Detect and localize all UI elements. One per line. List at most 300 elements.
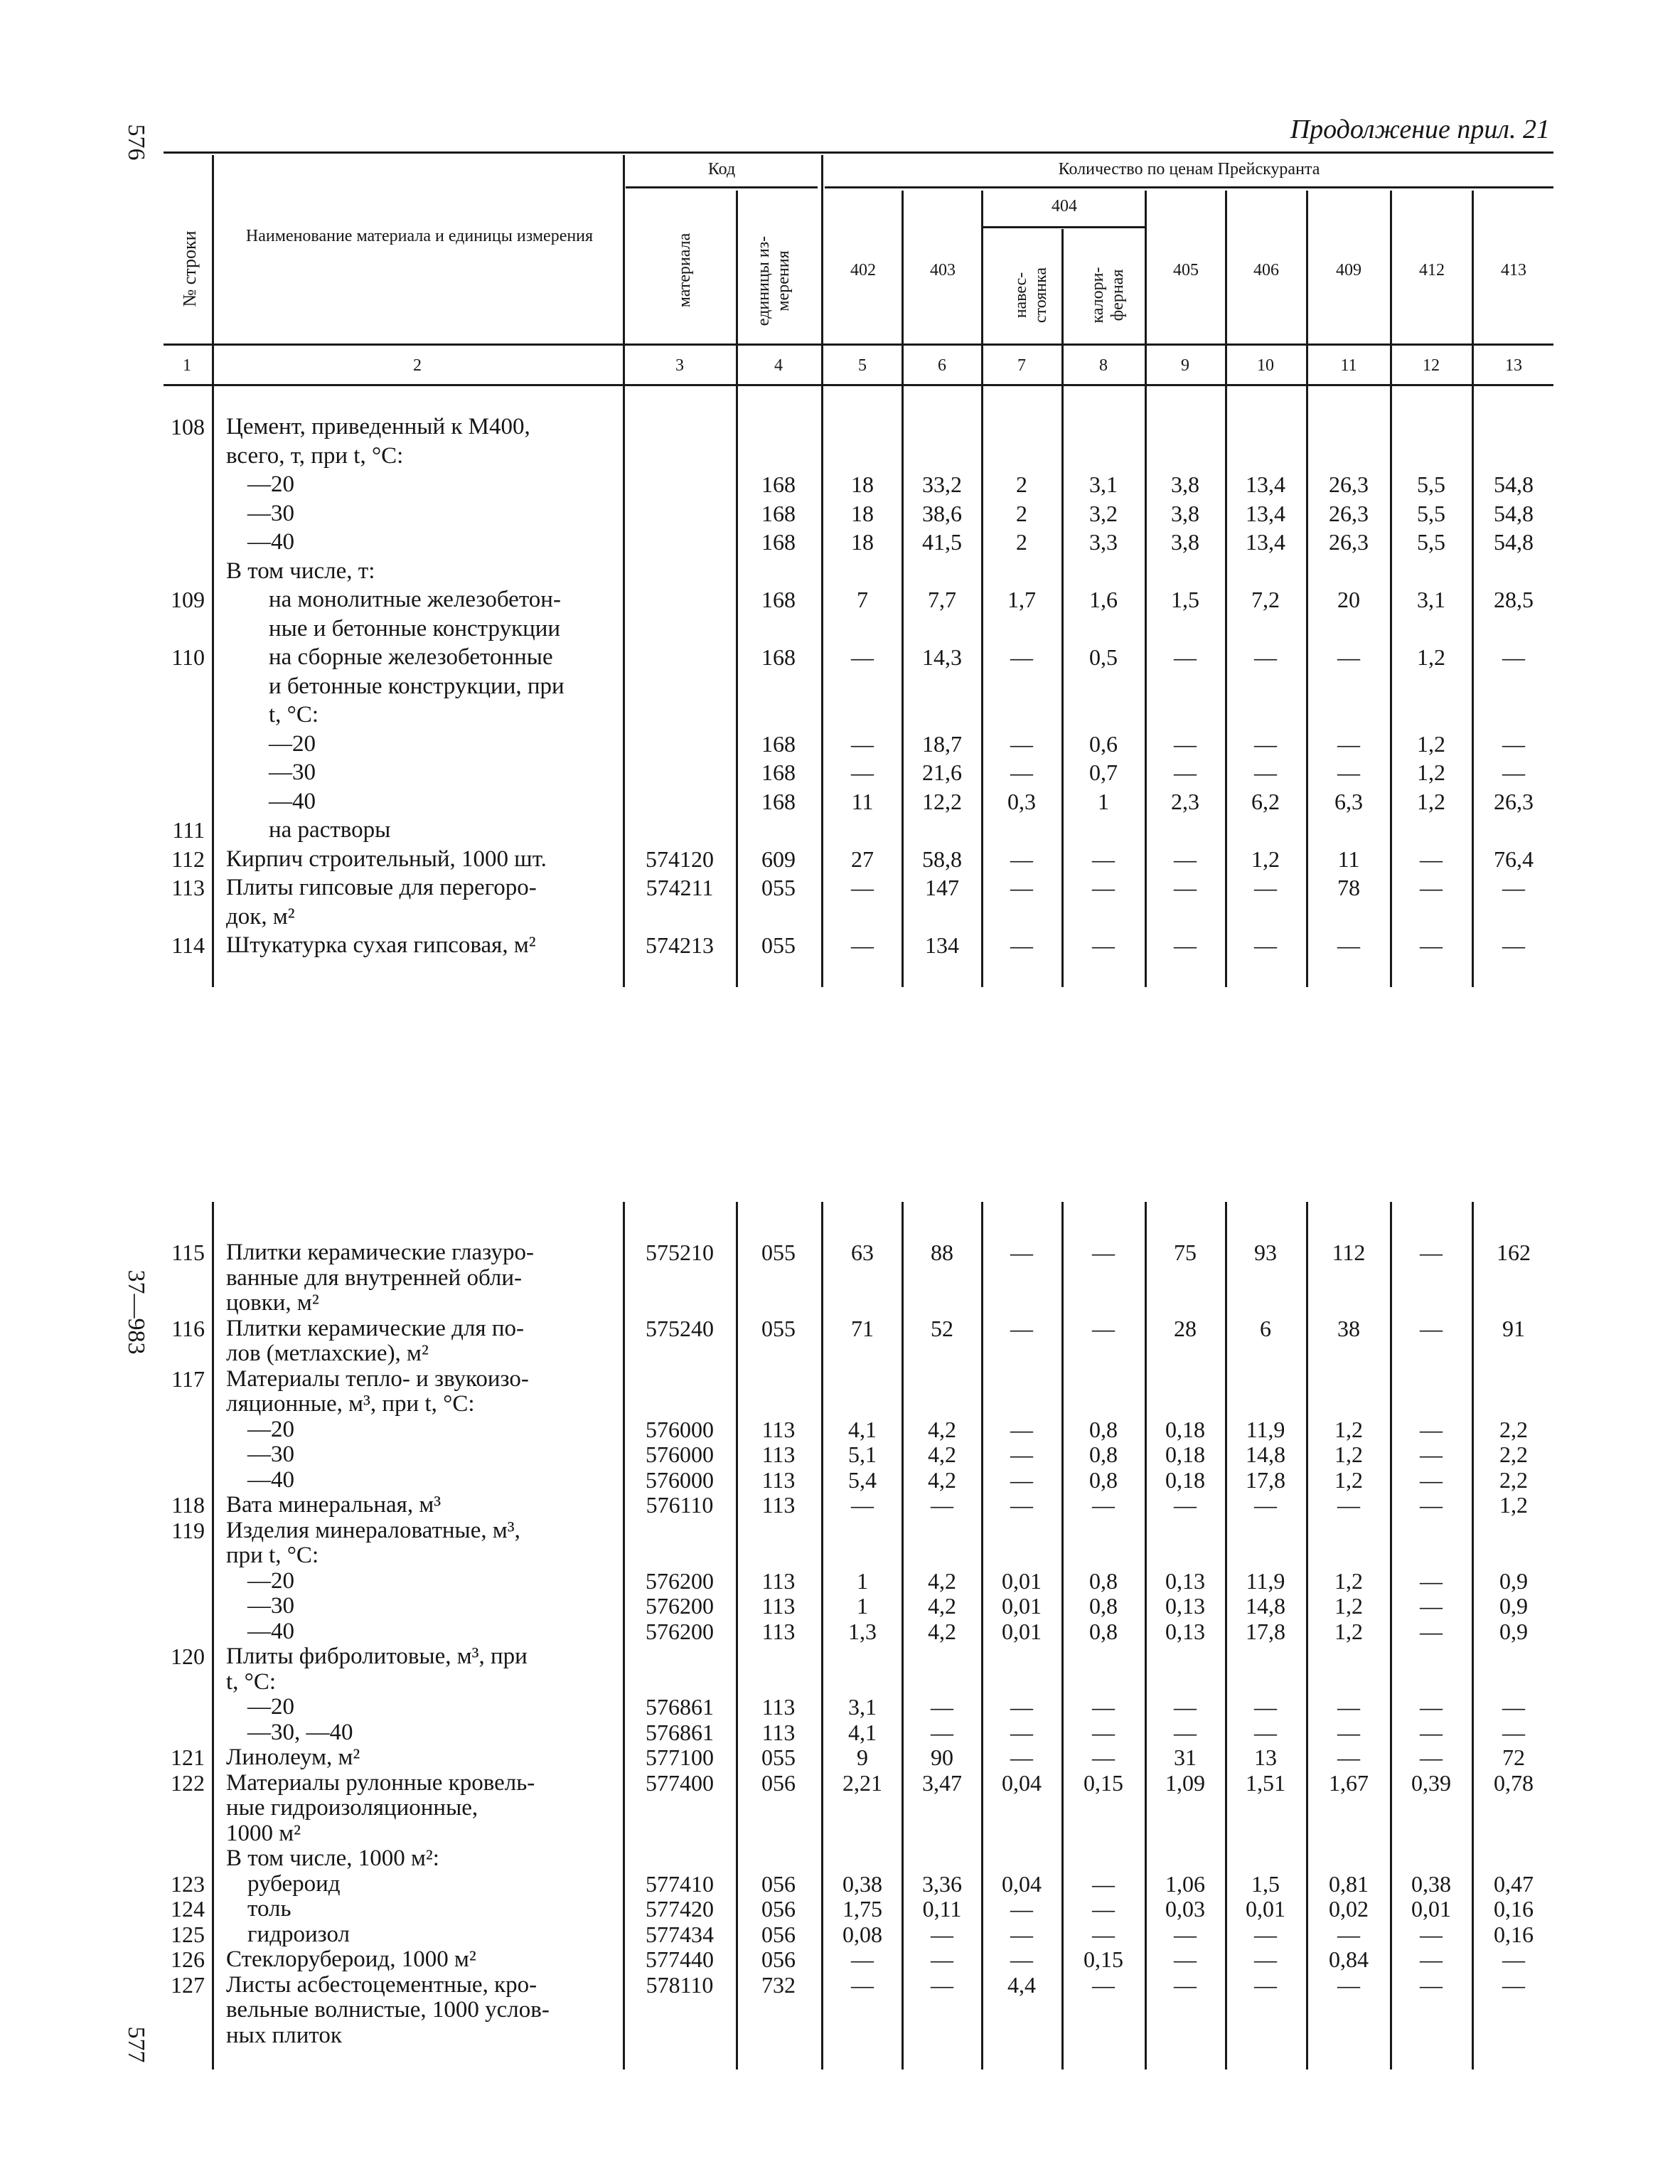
quantity-value: 4,2 <box>928 1466 956 1493</box>
material-code: 574211 <box>646 875 714 900</box>
quantity-value: 38,6 <box>922 500 962 526</box>
quantity-value: — <box>1010 875 1033 900</box>
quantity-value: 11 <box>1337 846 1360 872</box>
quantity-value: — <box>1010 644 1033 670</box>
quantity-value: — <box>1502 932 1525 958</box>
material-code: 576200 <box>646 1567 714 1594</box>
quantity-value: 13,4 <box>1246 529 1285 555</box>
header-quantity: Количество по ценам Прейскуранта <box>1058 160 1320 179</box>
quantity-value: — <box>1420 1618 1443 1644</box>
quantity-value: — <box>1420 1744 1443 1770</box>
quantity-value: 11,9 <box>1246 1416 1285 1442</box>
quantity-value: 0,38 <box>1411 1870 1451 1897</box>
quantity-value: 11,9 <box>1246 1567 1285 1594</box>
row-number: 109 <box>171 587 205 612</box>
column-number: 1 <box>183 356 191 375</box>
row-number: 113 <box>171 875 205 900</box>
quantity-value: — <box>1337 1719 1360 1745</box>
quantity-value: 1,2 <box>1334 1416 1363 1442</box>
unit-code: 113 <box>761 1593 796 1619</box>
quantity-value: — <box>1337 644 1360 670</box>
quantity-value: 7,2 <box>1251 587 1280 612</box>
quantity-value: — <box>1092 1870 1115 1897</box>
unit-code: 168 <box>761 587 796 612</box>
quantity-value: — <box>931 1921 953 1947</box>
quantity-value: 91 <box>1502 1315 1525 1341</box>
row-number: 108 <box>171 414 205 440</box>
header-pl-405: 405 <box>1173 261 1199 279</box>
material-name: ляционные, м³, при t, °С: <box>226 1391 475 1417</box>
quantity-value: 0,9 <box>1499 1618 1528 1644</box>
quantity-value: 5,4 <box>848 1466 877 1493</box>
quantity-value: 134 <box>925 932 959 958</box>
material-name: t, °С: <box>269 702 319 728</box>
quantity-value: 11 <box>851 788 874 814</box>
material-name: Плиты гипсовые для перегоро- <box>226 875 537 900</box>
column-number: 12 <box>1423 356 1440 375</box>
quantity-value: 27 <box>851 846 874 872</box>
quantity-value: 3,1 <box>848 1694 877 1720</box>
material-name: —20 <box>269 730 316 757</box>
quantity-value: — <box>1174 1946 1197 1972</box>
material-code: 575210 <box>646 1240 714 1265</box>
row-number: 111 <box>172 817 205 843</box>
quantity-value: — <box>1502 1946 1525 1972</box>
quantity-value: — <box>931 1492 953 1518</box>
quantity-value: 0,38 <box>842 1870 882 1897</box>
quantity-value: 13,4 <box>1246 500 1285 526</box>
quantity-value: — <box>1337 1694 1360 1720</box>
quantity-value: 72 <box>1502 1744 1525 1770</box>
quantity-value: 0,16 <box>1494 1896 1534 1922</box>
quantity-value: 0,15 <box>1084 1946 1123 1972</box>
quantity-value: 1 <box>1098 788 1109 814</box>
material-name: Вата минеральная, м³ <box>226 1492 442 1518</box>
row-number: 123 <box>171 1870 205 1897</box>
quantity-value: — <box>1092 1315 1115 1341</box>
quantity-value: — <box>1092 1921 1115 1947</box>
quantity-value: — <box>931 1719 953 1745</box>
quantity-value: 63 <box>851 1240 874 1265</box>
row-number: 115 <box>171 1240 205 1265</box>
material-name: —30 <box>247 500 294 526</box>
quantity-value: — <box>1502 875 1525 900</box>
quantity-value: — <box>1254 1921 1277 1947</box>
quantity-value: — <box>851 760 874 785</box>
quantity-value: 6 <box>1260 1315 1271 1341</box>
quantity-value: 0,84 <box>1329 1946 1369 1972</box>
quantity-value: — <box>1420 1466 1443 1493</box>
quantity-value: 26,3 <box>1329 472 1369 497</box>
quantity-value: — <box>1254 1694 1277 1720</box>
material-name: 1000 м² <box>226 1820 301 1846</box>
quantity-value: 3,2 <box>1089 500 1118 526</box>
material-name: всего, т, при t, °С: <box>226 442 404 469</box>
quantity-value: 0,15 <box>1084 1769 1123 1796</box>
quantity-value: 6,2 <box>1251 788 1280 814</box>
quantity-value: 1,67 <box>1329 1769 1369 1796</box>
quantity-value: 14,3 <box>922 644 962 670</box>
material-code: 577420 <box>646 1896 714 1922</box>
header-pl-403: 403 <box>930 261 956 279</box>
quantity-value: — <box>1010 1694 1033 1720</box>
row-number: 125 <box>171 1921 205 1947</box>
quantity-value: 21,6 <box>922 760 962 785</box>
quantity-value: — <box>931 1694 953 1720</box>
material-name: —30 <box>269 760 316 785</box>
header-code: Код <box>707 160 736 179</box>
quantity-value: 1,2 <box>1334 1593 1363 1619</box>
header-code-material: материала <box>675 233 694 308</box>
quantity-value: 4,2 <box>928 1416 956 1442</box>
quantity-value: — <box>1174 1694 1197 1720</box>
material-code: 576000 <box>646 1466 714 1493</box>
header-404-canopy <box>1011 245 1054 345</box>
quantity-value: — <box>1420 846 1443 872</box>
quantity-value: 26,3 <box>1329 529 1369 555</box>
quantity-value: 38 <box>1337 1315 1360 1341</box>
material-name: док, м² <box>226 903 295 929</box>
left-page-number: 576 <box>123 124 149 161</box>
quantity-value: 1,2 <box>1417 760 1445 785</box>
header-pl-404: 404 <box>1052 197 1077 215</box>
material-code: 577440 <box>646 1946 714 1972</box>
column-number: 9 <box>1181 356 1189 375</box>
quantity-value: 1,6 <box>1089 587 1118 612</box>
quantity-value: — <box>1337 932 1360 958</box>
quantity-value: 0,8 <box>1089 1466 1118 1493</box>
quantity-value: 0,78 <box>1494 1769 1534 1796</box>
quantity-value: 147 <box>925 875 959 900</box>
material-name: ных плиток <box>226 2022 342 2048</box>
quantity-value: 0,3 <box>1007 788 1036 814</box>
quantity-value: 112 <box>1332 1240 1366 1265</box>
material-code: 576200 <box>646 1593 714 1619</box>
quantity-value: — <box>1010 760 1033 785</box>
quantity-value: 2,21 <box>842 1769 882 1796</box>
quantity-value: 0,08 <box>842 1921 882 1947</box>
quantity-value: 18 <box>851 472 874 497</box>
material-code: 575240 <box>646 1315 714 1341</box>
unit-code: 113 <box>761 1466 796 1493</box>
quantity-value: 0,47 <box>1494 1870 1534 1897</box>
quantity-value: — <box>1092 1719 1115 1745</box>
row-number: 120 <box>171 1644 205 1669</box>
quantity-value: — <box>1010 1719 1033 1745</box>
column-number: 5 <box>858 356 867 375</box>
material-name: на монолитные железобетон- <box>269 587 561 612</box>
quantity-value: — <box>1174 846 1197 872</box>
header-name: Наименование материала и единицы измерения <box>245 227 594 245</box>
quantity-value: 0,13 <box>1165 1567 1205 1594</box>
column-number: 13 <box>1505 356 1522 375</box>
quantity-value: 18 <box>851 500 874 526</box>
row-number: 121 <box>171 1744 205 1770</box>
material-name: вельные волнистые, 1000 услов- <box>226 1997 550 2023</box>
quantity-value: — <box>1420 1240 1443 1265</box>
quantity-value: 2 <box>1016 529 1027 555</box>
unit-code: 168 <box>761 788 796 814</box>
row-number: 116 <box>171 1315 205 1341</box>
row-number: 124 <box>171 1896 205 1922</box>
quantity-value: — <box>1254 1492 1277 1518</box>
quantity-value: — <box>1420 1416 1443 1442</box>
quantity-value: 1,2 <box>1251 846 1280 872</box>
quantity-value: 14,8 <box>1246 1593 1285 1619</box>
quantity-value: 1,09 <box>1165 1769 1205 1796</box>
material-name: —40 <box>269 788 316 814</box>
quantity-value: 3,1 <box>1089 472 1118 497</box>
quantity-value: 78 <box>1337 875 1360 900</box>
continuation-title: Продолжение прил. 21 <box>1290 114 1550 144</box>
material-name: Материалы тепло- и звукоизо- <box>226 1365 529 1392</box>
quantity-value: 2 <box>1016 500 1027 526</box>
quantity-value: — <box>1254 760 1277 785</box>
quantity-value: 12,2 <box>922 788 962 814</box>
quantity-value: — <box>1010 1442 1033 1467</box>
quantity-value: 0,8 <box>1089 1567 1118 1594</box>
unit-code: 113 <box>761 1567 796 1594</box>
quantity-value: 0,18 <box>1165 1416 1205 1442</box>
quantity-value: 31 <box>1174 1744 1197 1770</box>
quantity-value: 0,18 <box>1165 1466 1205 1493</box>
quantity-value: 4,2 <box>928 1567 956 1594</box>
quantity-value: 3,8 <box>1171 529 1199 555</box>
material-name: В том числе, 1000 м²: <box>226 1845 439 1871</box>
quantity-value: 0,5 <box>1089 644 1118 670</box>
header-pl-412: 412 <box>1419 261 1445 279</box>
unit-code: 168 <box>761 472 796 497</box>
material-name: Плиты фибролитовые, м³, при <box>226 1644 528 1669</box>
quantity-value: — <box>1254 932 1277 958</box>
quantity-value: 0,7 <box>1089 760 1118 785</box>
quantity-value: — <box>1174 1971 1197 1998</box>
quantity-value: — <box>1092 1896 1115 1922</box>
row-number: 110 <box>171 644 205 670</box>
quantity-value: — <box>1174 932 1197 958</box>
material-name: Материалы рулонные кровель- <box>226 1769 535 1796</box>
material-code: 576200 <box>646 1618 714 1644</box>
unit-code: 113 <box>761 1719 796 1745</box>
quantity-value: — <box>1010 1315 1033 1341</box>
quantity-value: 0,81 <box>1329 1870 1369 1897</box>
unit-code: 055 <box>761 1744 796 1770</box>
quantity-value: — <box>1337 1744 1360 1770</box>
quantity-value: — <box>1254 730 1277 757</box>
quantity-value: 71 <box>851 1315 874 1341</box>
quantity-value: 33,2 <box>922 472 962 497</box>
quantity-value: 58,8 <box>922 846 962 872</box>
quantity-value: 3,3 <box>1089 529 1118 555</box>
quantity-value: 0,9 <box>1499 1593 1528 1619</box>
unit-code: 168 <box>761 529 796 555</box>
quantity-value: 54,8 <box>1494 500 1534 526</box>
quantity-value: — <box>1420 1946 1443 1972</box>
quantity-value: 26,3 <box>1329 500 1369 526</box>
quantity-value: — <box>1010 1240 1033 1265</box>
quantity-value: — <box>1174 1921 1197 1947</box>
quantity-value: 0,13 <box>1165 1618 1205 1644</box>
unit-code: 113 <box>761 1416 796 1442</box>
header-404-calorifer-text: калори-ферная <box>1088 267 1127 324</box>
quantity-value: — <box>1174 875 1197 900</box>
unit-code: 055 <box>761 932 796 958</box>
quantity-value: 28 <box>1174 1315 1197 1341</box>
quantity-value: — <box>1010 1466 1033 1493</box>
quantity-value: 4,1 <box>848 1416 877 1442</box>
column-number: 7 <box>1017 356 1026 375</box>
material-name: В том числе, т: <box>226 558 375 584</box>
quantity-value: 3,8 <box>1171 500 1199 526</box>
header-pl-413: 413 <box>1501 261 1526 279</box>
quantity-value: — <box>1010 730 1033 757</box>
quantity-value: 20 <box>1337 587 1360 612</box>
material-code: 576110 <box>646 1492 714 1518</box>
quantity-value: 13,4 <box>1246 472 1285 497</box>
quantity-value: 0,13 <box>1165 1593 1205 1619</box>
quantity-value: 1,2 <box>1334 1442 1363 1467</box>
quantity-value: 0,6 <box>1089 730 1118 757</box>
quantity-value: 0,04 <box>1002 1769 1042 1796</box>
quantity-value: 1,5 <box>1251 1870 1280 1897</box>
quantity-value: 18,7 <box>922 730 962 757</box>
material-code: 577100 <box>646 1744 714 1770</box>
quantity-value: 6,3 <box>1334 788 1363 814</box>
row-number: 126 <box>171 1946 205 1972</box>
material-code: 577410 <box>646 1870 714 1897</box>
unit-code: 113 <box>761 1618 796 1644</box>
quantity-value: 4,2 <box>928 1442 956 1467</box>
quantity-value: — <box>1010 1492 1033 1518</box>
header-code-unit-text: единицы из-мерения <box>754 235 793 326</box>
quantity-value: — <box>1337 760 1360 785</box>
column-number: 2 <box>413 356 422 375</box>
quantity-value: — <box>1502 760 1525 785</box>
quantity-value: 0,8 <box>1089 1442 1118 1467</box>
quantity-value: — <box>1010 1896 1033 1922</box>
quantity-value: 0,01 <box>1002 1593 1042 1619</box>
row-number: 114 <box>171 932 205 958</box>
material-name: —30 <box>247 1593 294 1619</box>
quantity-value: — <box>1502 1719 1525 1745</box>
quantity-value: — <box>1174 644 1197 670</box>
quantity-value: — <box>1420 1492 1443 1518</box>
unit-code: 609 <box>761 846 796 872</box>
quantity-value: — <box>1337 730 1360 757</box>
material-name: ванные для внутренней обли- <box>226 1264 523 1291</box>
quantity-value: — <box>1420 875 1443 900</box>
quantity-value: 54,8 <box>1494 472 1534 497</box>
quantity-value: 93 <box>1254 1240 1277 1265</box>
quantity-value: — <box>1420 1593 1443 1619</box>
material-name: Стеклорубероид, 1000 м² <box>226 1946 476 1972</box>
quantity-value: 4,2 <box>928 1593 956 1619</box>
material-code: 577400 <box>646 1769 714 1796</box>
quantity-value: — <box>851 1492 874 1518</box>
quantity-value: 2,2 <box>1499 1442 1528 1467</box>
unit-code: 056 <box>761 1896 796 1922</box>
quantity-value: — <box>1420 932 1443 958</box>
quantity-value: — <box>1420 1567 1443 1594</box>
quantity-value: 0,01 <box>1411 1896 1451 1922</box>
column-number: 4 <box>774 356 783 375</box>
quantity-value: — <box>1174 1492 1197 1518</box>
row-number: 122 <box>171 1769 205 1796</box>
material-name: гидроизол <box>247 1921 351 1947</box>
row-number: 127 <box>171 1971 205 1998</box>
quantity-value: — <box>1010 1416 1033 1442</box>
quantity-value: — <box>1010 1946 1033 1972</box>
quantity-value: 4,4 <box>1007 1971 1036 1998</box>
unit-code: 168 <box>761 760 796 785</box>
quantity-value: 2,2 <box>1499 1416 1528 1442</box>
unit-code: 113 <box>761 1492 796 1518</box>
quantity-value: — <box>1254 875 1277 900</box>
quantity-value: — <box>1502 644 1525 670</box>
quantity-value: 1,7 <box>1007 587 1036 612</box>
sheet-mark: 37—983 <box>123 1269 149 1355</box>
material-name: —20 <box>247 1567 294 1594</box>
quantity-value: 76,4 <box>1494 846 1534 872</box>
quantity-value: — <box>851 932 874 958</box>
material-code: 576861 <box>646 1694 714 1720</box>
material-name: Листы асбестоцементные, кро- <box>226 1971 537 1998</box>
quantity-value: 28,5 <box>1494 587 1534 612</box>
unit-code: 113 <box>761 1442 796 1467</box>
material-name: —20 <box>247 1416 294 1442</box>
material-name: толь <box>247 1896 291 1922</box>
quantity-value: 2,2 <box>1499 1466 1528 1493</box>
quantity-value: — <box>1254 1971 1277 1998</box>
quantity-value: 3,36 <box>922 1870 962 1897</box>
quantity-value: 5,5 <box>1417 500 1445 526</box>
material-name: цовки, м² <box>226 1290 319 1316</box>
quantity-value: 0,04 <box>1002 1870 1042 1897</box>
quantity-value: 3,47 <box>922 1769 962 1796</box>
quantity-value: — <box>1420 1315 1443 1341</box>
quantity-value: — <box>1254 1946 1277 1972</box>
material-name: Плитки керамические глазуро- <box>226 1240 534 1265</box>
material-code: 574213 <box>646 932 714 958</box>
quantity-value: 162 <box>1497 1240 1531 1265</box>
quantity-value: — <box>1254 1719 1277 1745</box>
quantity-value: 54,8 <box>1494 529 1534 555</box>
material-name: ные гидроизоляционные, <box>226 1795 478 1821</box>
quantity-value: 75 <box>1174 1240 1197 1265</box>
material-name: Плитки керамические для по- <box>226 1315 525 1341</box>
material-name: ные и бетонные конструкции <box>269 615 561 641</box>
quantity-value: 26,3 <box>1494 788 1534 814</box>
quantity-value: — <box>1092 932 1115 958</box>
material-name: рубероид <box>247 1870 341 1897</box>
quantity-value: 0,8 <box>1089 1618 1118 1644</box>
quantity-value: — <box>1420 1971 1443 1998</box>
quantity-value: 1,2 <box>1334 1618 1363 1644</box>
unit-code: 113 <box>761 1694 796 1720</box>
quantity-value: 17,8 <box>1246 1618 1285 1644</box>
material-name: на сборные железобетонные <box>269 644 553 670</box>
quantity-value: — <box>1092 1240 1115 1265</box>
quantity-value: — <box>1502 730 1525 757</box>
quantity-value: 1,2 <box>1499 1492 1528 1518</box>
quantity-value: — <box>851 1971 874 1998</box>
quantity-value: 1,2 <box>1417 644 1445 670</box>
column-number: 11 <box>1340 356 1357 375</box>
quantity-value: — <box>1420 1719 1443 1745</box>
material-name: Штукатурка сухая гипсовая, м² <box>226 932 536 958</box>
quantity-value: 0,01 <box>1002 1618 1042 1644</box>
quantity-value: — <box>1010 1744 1033 1770</box>
